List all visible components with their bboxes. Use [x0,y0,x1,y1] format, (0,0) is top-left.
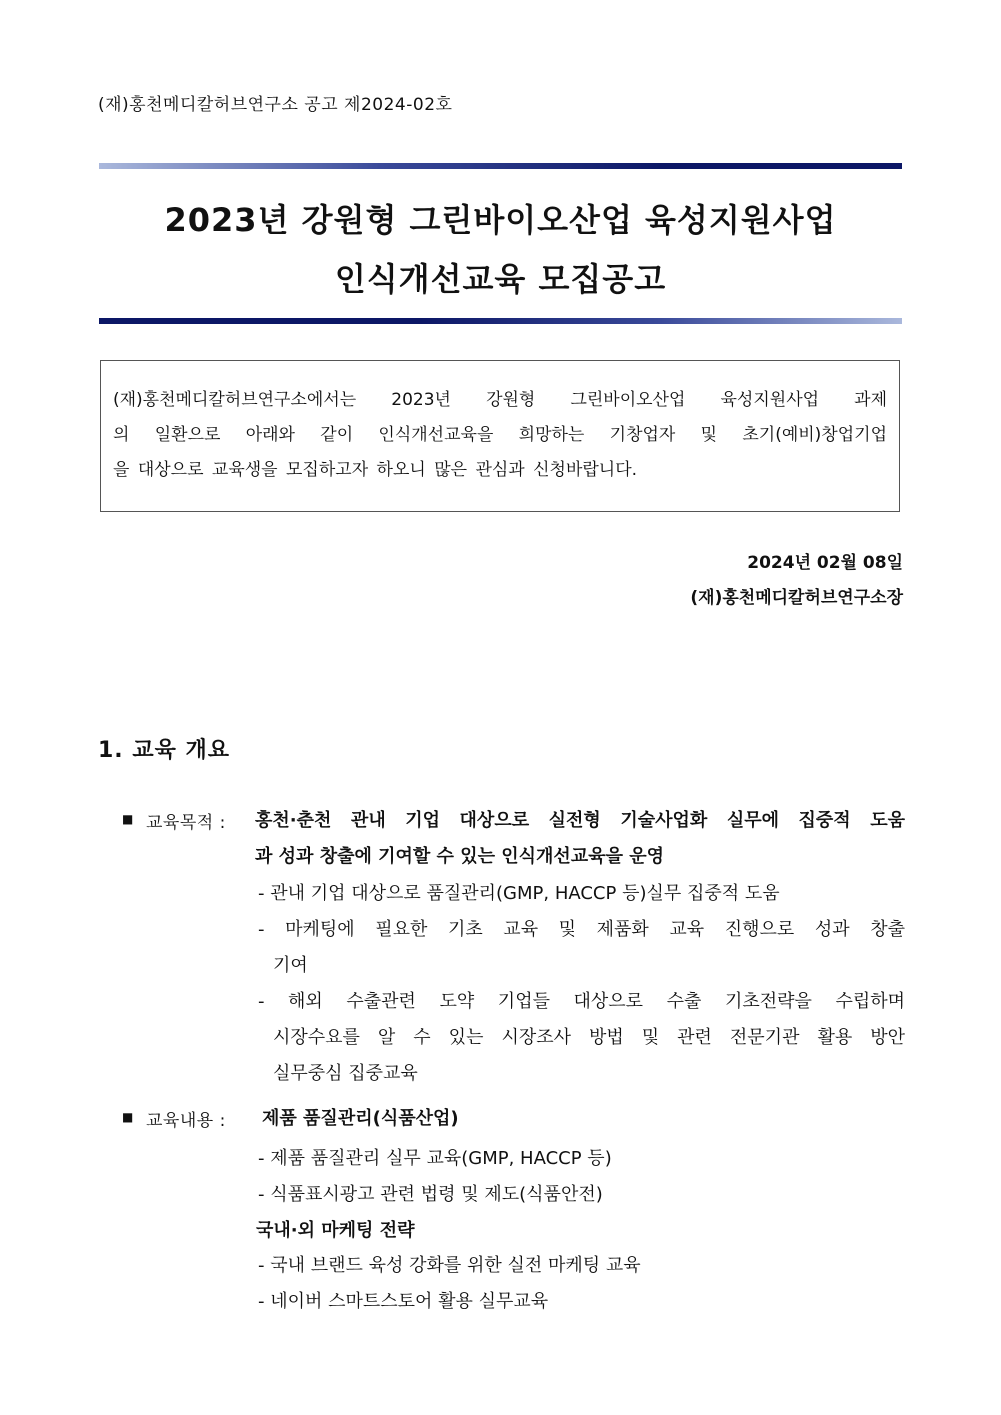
notice-number: (재)홍천메디칼허브연구소 공고 제2024-02호 [98,95,453,115]
purpose-headline-line-1: 홍천·춘천 관내 기업 대상으로 실전형 기술사업화 실무에 집중적 도움 [255,810,905,831]
content-group-1-title: 제품 품질관리(식품산업) [262,1108,459,1129]
title-line-1: 2023년 강원형 그린바이오산업 육성지원사업 [164,201,837,239]
announcement-date: 2024년 02월 08일 [747,553,903,573]
content-item: - 국내 브랜드 육성 강화를 위한 실전 마케팅 교육 [258,1255,641,1276]
content-group-2-title: 국내·외 마케팅 전략 [256,1220,415,1241]
section-title: 1. 교육 개요 [98,738,230,763]
content-item: - 식품표시광고 관련 법령 및 제도(식품안전) [258,1184,603,1205]
content-label: 교육내용 : [146,1111,226,1131]
bullet-square-icon: ■ [122,812,134,826]
title-rule-top [99,163,902,169]
content-item: - 제품 품질관리 실무 교육(GMP, HACCP 등) [258,1148,612,1169]
title-line-2: 인식개선교육 모집공고 [334,260,667,298]
purpose-item: 기여 [273,955,308,976]
purpose-label: 교육목적 : [146,813,226,833]
signer: (재)홍천메디칼허브연구소장 [690,588,903,608]
purpose-item: 시장수요를 알 수 있는 시장조사 방법 및 관련 전문기관 활용 방안 [273,1027,905,1048]
title-rule-bottom [99,318,902,324]
intro-line-2: 의 일환으로 아래와 같이 인식개선교육을 희망하는 기창업자 및 초기(예비)창업기업 [113,425,887,445]
purpose-headline-line-2: 과 성과 창출에 기여할 수 있는 인식개선교육을 운영 [255,846,665,867]
intro-line-1: (재)홍천메디칼허브연구소에서는 2023년 강원형 그린바이오산업 육성지원사업 과제 [113,390,887,410]
bullet-square-icon: ■ [122,1110,134,1124]
purpose-item: 실무중심 집중교육 [273,1063,418,1084]
content-item: - 네이버 스마트스토어 활용 실무교육 [258,1291,549,1312]
purpose-item: - 관내 기업 대상으로 품질관리(GMP, HACCP 등)실무 집중적 도움 [258,883,780,904]
purpose-item: - 해외 수출관련 도약 기업들 대상으로 수출 기초전략을 수립하며 [258,991,905,1012]
intro-line-3: 을 대상으로 교육생을 모집하고자 하오니 많은 관심과 신청바랍니다. [113,460,638,480]
intro-box [100,360,900,512]
purpose-item: - 마케팅에 필요한 기초 교육 및 제품화 교육 진행으로 성과 창출 [258,919,905,940]
